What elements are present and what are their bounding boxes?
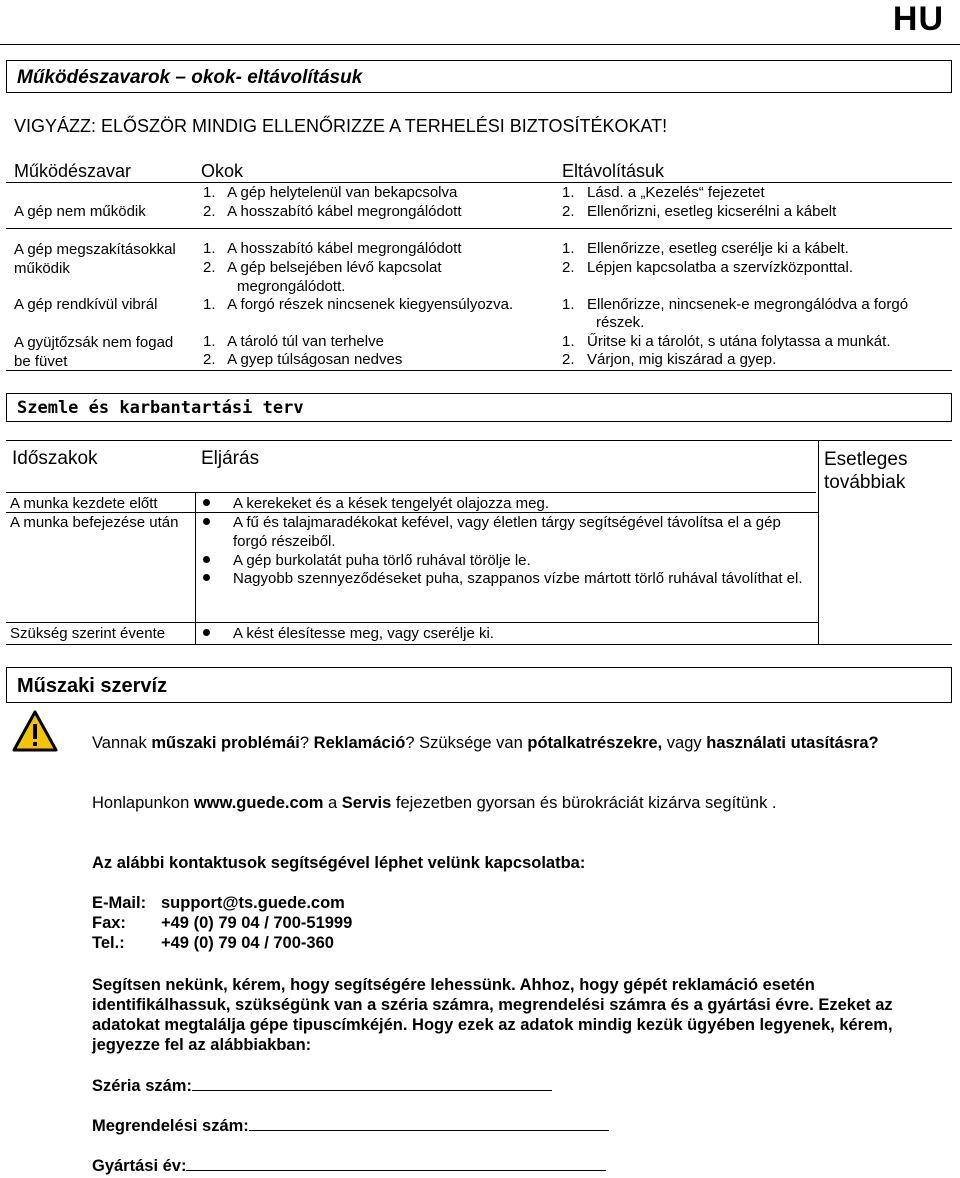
period-cell: Szükség szerint évente <box>10 625 166 642</box>
field-label: Gyártási év: <box>92 1157 187 1175</box>
text-run: használati utasításra? <box>706 734 879 752</box>
list-item <box>203 551 803 570</box>
blank-line[interactable] <box>192 1076 552 1091</box>
text-run: ? <box>299 734 314 752</box>
fault-cell: A gyüjtőzsák nem fogad be füvet <box>14 334 174 370</box>
bullet-icon <box>203 574 210 581</box>
procedure-text: A kést élesítesse meg, vagy cserélje ki. <box>233 625 494 642</box>
help-paragraph: Segítsen nekünk, kérem, hogy segítségére lehessünk. Ahhoz, hogy gépét reklamáció esetén identifikálhassuk, szükségünk van a széria számra, megrendelési számra és a gyártási évre. Ezeket az adatokat megtalálja gépe tipuscímkéjén. Hogy ezek az adatok mindig kezük ügyében legyenek, kérem, jegyezze fel az alábbiakban: <box>92 976 893 1054</box>
cause-line: megrongálódott. <box>237 278 346 295</box>
contact-label: Fax: <box>92 914 126 932</box>
fault-cell: A gép rendkívül vibrál <box>14 296 158 313</box>
fix-line: 1. Lásd. a „Kezelés“ fejezetet <box>562 184 765 201</box>
col-header-extra-line: továbbiak <box>824 472 906 493</box>
text-run: ? Szüksége van <box>405 734 528 752</box>
maintenance-section-title: Szemle és karbantartási terv <box>6 393 952 422</box>
list-item <box>203 513 803 551</box>
text-run: Servis <box>341 794 392 812</box>
language-code: HU <box>892 0 944 38</box>
contact-label: Tel.: <box>92 934 125 952</box>
table-rule <box>6 492 816 493</box>
bullet-icon <box>203 629 210 636</box>
website-link[interactable]: www.guede.com <box>193 794 324 812</box>
table-rule <box>6 622 818 623</box>
procedure-text: Nagyobb szennyeződéseket puha, szappanos vízbe mártott törlő ruhával távolíthat el. <box>233 570 803 587</box>
fix-line: 1. Űritse ki a tárolót, s utána folytassa a munkát. <box>562 333 891 350</box>
col-header-period: Időszakok <box>12 448 98 469</box>
serial-number-field[interactable] <box>92 1076 922 1096</box>
text-run: Honlapunkon <box>92 794 194 812</box>
bullet-icon <box>203 556 210 563</box>
production-year-field[interactable] <box>92 1156 922 1176</box>
cause-line: 2. A hosszabító kábel megrongálódott <box>203 203 462 220</box>
order-number-field[interactable] <box>92 1116 922 1136</box>
fault-cell: A gép megszakításokkal működik <box>14 241 176 277</box>
cause-line: 1. A forgó részek nincsenek kiegyensúlyozva. <box>203 296 514 313</box>
text-run: a <box>323 794 342 812</box>
fix-line: 1. Ellenőrizze, nincsenek-e megrongálódva a forgó <box>562 296 909 313</box>
service-section-title: Műszaki szervíz <box>6 667 952 703</box>
cause-line: 2. A gyep túlságosan nedves <box>203 351 403 368</box>
fuse-warning: VIGYÁZZ: ELŐSZÖR MINDIG ELLENŐRIZZE A TERHELÉSI BIZTOSÍTÉKOKAT! <box>14 116 668 136</box>
cause-line: 2. A gép belsejében lévő kapcsolat <box>203 259 442 276</box>
faults-section-title: Működészavarok – okok- eltávolításuk <box>6 60 952 93</box>
table-rule <box>6 644 952 645</box>
text-run: fejezetben gyorsan és bürokráciát kizárva segítünk . <box>391 794 777 812</box>
table-rule <box>6 228 952 229</box>
field-label: Megrendelési szám: <box>92 1117 249 1135</box>
email-link[interactable]: support@ts.guede.com <box>161 894 345 912</box>
fix-line: 2. Ellenőrizni, esetleg kicserélni a kábelt <box>562 203 837 220</box>
text-run: Vannak <box>92 734 152 752</box>
list-item <box>203 569 803 588</box>
contact-intro: Az alábbi kontaktusok segítségével léphet velünk kapcsolatba: <box>92 854 586 872</box>
col-header-procedure: Eljárás <box>201 448 260 469</box>
procedure-text: A gép burkolatát puha törlő ruhával törölje le. <box>233 552 531 569</box>
text-run: műszaki problémái <box>151 734 300 752</box>
fix-line: 2. Várjon, mig kiszárad a gyep. <box>562 351 777 368</box>
header-rule <box>0 44 960 45</box>
website-line <box>92 793 922 813</box>
blank-line[interactable] <box>186 1156 606 1171</box>
field-label: Széria szám: <box>92 1077 192 1095</box>
list-item <box>203 624 803 643</box>
warning-icon <box>12 710 58 752</box>
contact-row <box>92 893 922 913</box>
table-rule <box>6 440 952 441</box>
table-rule <box>6 370 952 371</box>
contact-label: E-Mail: <box>92 894 147 912</box>
service-question <box>92 733 922 753</box>
procedure-text: A kerekeket és a kések tengelyét olajozza meg. <box>233 495 550 512</box>
fix-line: 1. Ellenőrizze, esetleg cserélje ki a kábelt. <box>562 240 849 257</box>
contact-list <box>92 893 922 953</box>
cause-line: 1. A hosszabító kábel megrongálódott <box>203 240 462 257</box>
fault-cell: A gép nem működik <box>14 203 146 220</box>
contact-row <box>92 933 922 953</box>
col-header-extra <box>824 448 907 494</box>
period-cell: A munka kezdete előtt <box>10 495 158 512</box>
text-run: pótalkatrészekre, <box>527 734 663 752</box>
bullet-icon <box>203 499 210 506</box>
col-header-extra-line: Esetleges <box>824 449 908 470</box>
fix-line: 2. Lépjen kapcsolatba a szervízközponttal. <box>562 259 854 276</box>
phone-number: +49 (0) 79 04 / 700-360 <box>161 934 334 952</box>
bullet-icon <box>203 518 210 525</box>
col-header-fault: Működészavar <box>14 161 132 181</box>
fix-line: részek. <box>596 314 645 331</box>
fax-number: +49 (0) 79 04 / 700-51999 <box>161 914 353 932</box>
text-run: Reklamáció <box>313 734 406 752</box>
cause-line: 1. A tároló túl van terhelve <box>203 333 384 350</box>
col-header-fixes: Eltávolításuk <box>562 161 665 181</box>
procedure-text: A fű és talajmaradékokat kefével, vagy életlen tárgy segítségével távolítsa el a gép forgó részeiből. <box>233 514 781 550</box>
text-run: vagy <box>662 734 707 752</box>
list-item <box>203 494 803 513</box>
period-cell: A munka befejezése után <box>10 514 179 531</box>
blank-line[interactable] <box>249 1116 609 1131</box>
table-divider <box>818 440 819 644</box>
table-rule <box>6 182 952 183</box>
contact-row <box>92 913 922 933</box>
cause-line: 1. A gép helytelenül van bekapcsolva <box>203 184 458 201</box>
col-header-causes: Okok <box>201 161 244 181</box>
